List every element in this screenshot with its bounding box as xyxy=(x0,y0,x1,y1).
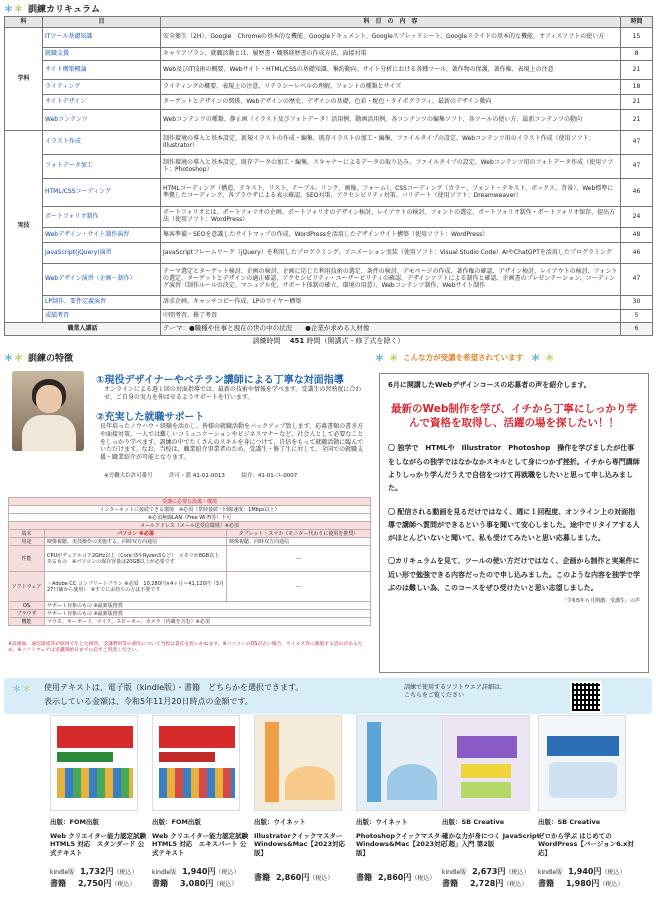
subject-cell: ライティング xyxy=(43,80,161,95)
features-section xyxy=(4,351,368,676)
env-line2: ※必須無線LAN（Free Wi-Fi等）不可 xyxy=(9,514,371,522)
hours-cell: 8 xyxy=(621,48,653,61)
book-publisher: 出版：SB Creative xyxy=(538,818,601,826)
env-line1: インターネットに接続できる環境 ※必須（常時接続・回線速度：1Mbps以上） xyxy=(9,506,371,514)
price-book: 書籍 2,728円（税込） xyxy=(442,879,528,888)
desc-cell: 集客準備・SEOを意識したサイトマップの作成、WordPressを活用したデザインサイト構築（使用ソフト：WordPress） xyxy=(161,228,621,243)
hours-cell: 30 xyxy=(621,296,653,310)
books-band-line1: 使用テキストは、電子版（kindle版）・書籍 どちらかを選択できます。 xyxy=(44,683,304,692)
subject-cell: 成績考査 xyxy=(43,310,161,323)
subject-cell: 就職支援 xyxy=(43,48,161,61)
subject-cell: LP制作、要件定義演習 xyxy=(43,296,161,310)
header-hours: 時間 xyxy=(621,17,653,28)
voice-paragraph: 〇 独学で HTMLや Illustrator Photoshop 操作を学びましたが仕事をしながらの独学ではなかなかスキルとして身につかず挫折。イチから専門講師よりしっかり学んだうえで自信をつけて再就職をしたいと思って申し込みました。 xyxy=(388,444,640,493)
header-ka: 科 xyxy=(5,17,43,28)
table-row xyxy=(5,310,653,323)
env-cell: サポート対象のもの ※最新版推奨 xyxy=(45,602,371,610)
curriculum-heading: ＊＊ 訓練カリキュラム xyxy=(4,2,100,14)
book-title: 確かな力が身につく JavaScript「超」入門 第2版 xyxy=(442,832,540,849)
feature1-title: ①現役デザイナーやベテラン講師による丁寧な対面指導 xyxy=(96,375,344,386)
license-text: ※労働大臣許可番号 許可・派 41-01-0013 紹介：41-01-ユ-0007 xyxy=(104,473,298,479)
env-cell: 映像視聴、同時双方向通信 xyxy=(227,538,371,546)
subject-cell: JavaScript(jQuery)演習 xyxy=(43,243,161,264)
voice-note: 「令和5年６月開講」受講生」の声 xyxy=(561,598,640,605)
price-book: 書籍 2,860円（税込） xyxy=(356,873,436,882)
stars-icon: ＊＊ xyxy=(4,353,25,364)
subject-cell: ポートフォリオ制作 xyxy=(43,207,161,228)
table-row xyxy=(5,228,653,243)
subject-cell: ITツール基礎知識 xyxy=(43,28,161,48)
total-hours: 451 xyxy=(289,336,305,345)
feature2-title: ②充実した就職サポート xyxy=(96,412,205,423)
total-row xyxy=(5,336,653,348)
table-row xyxy=(5,296,653,310)
price-book: 書籍 3,080円（税込） xyxy=(152,879,238,888)
hours-cell: 21 xyxy=(621,110,653,131)
env-label: 性能 xyxy=(9,546,45,572)
subject-cell: フォトデータ加工 xyxy=(43,155,161,179)
price-kindle: kindle版 1,732円（税込） xyxy=(50,867,138,876)
book-card[interactable] xyxy=(538,715,638,862)
table-row xyxy=(5,61,653,80)
header-moku: 目 xyxy=(43,17,161,28)
book-cover xyxy=(356,715,444,811)
price-book: 書籍 2,750円（税込） xyxy=(50,879,136,888)
header-content: 科 目 の 内 容 xyxy=(161,17,621,28)
desc-cell: テーマ選定とターゲット検討、企画の検討、企画に応じた利用技術の選定、条件の検討、デモページの作成、著作権の確認、デザイン検討、レイアウトの検討、フォントの選定、ターゲットとデザインの適正確認、アクセシビリティ・ユーザービリティの確認、デザインソフトによる制作と確認、企画書のプレゼンテーション、コーディング演習（制作ルールの決定、マニュアル化、サポート体制の確立、環境の用意）、Webコンテンツ制作、Webサイト制作 xyxy=(161,264,621,296)
book-publisher: 出版：ウイネット xyxy=(356,818,408,826)
subject-cell: サイト構築概論 xyxy=(43,61,161,80)
book-cover xyxy=(538,715,626,811)
book-title: ゼロから学ぶ はじめての WordPress【バージョン6.x対応】 xyxy=(538,832,634,857)
desc-cell: Webコンテンツの種類、静止画（イラスト及びフォトデータ）活用例、動画活用例、各コンテンツの編集ソフト、各ツールの使い方、最新コンテンツの動向 xyxy=(161,110,621,131)
personnel-hours: 6 xyxy=(621,323,653,336)
book-publisher: 出版：SB Creative xyxy=(442,818,505,826)
stars-icon: ＊＊ xyxy=(4,4,25,15)
stars-icon: ＊ ＊ xyxy=(531,353,556,364)
book-publisher: 出版：FOM出版 xyxy=(152,818,201,826)
desc-cell: 制作環境の導入と基本設定、既存データの加工・編集、スキャナーによるデータの取り込み、ファイルタイプの設定、Webコンテンツ用のフォトデータ作成（使用ソフト：Photoshop） xyxy=(161,155,621,179)
book-card[interactable] xyxy=(152,715,252,862)
desc-cell: 訴求企画、キャッチコピー作成、LPのワイヤー構築 xyxy=(161,296,621,310)
book-publisher: 出版：FOM出版 xyxy=(50,818,99,826)
table-row xyxy=(5,155,653,179)
desc-cell: ライティングの概要、表現上の注意、リテラシーレベルの理解、フォントの種類とサイズ xyxy=(161,80,621,95)
desc-cell: ターゲットとデザインの関係、Webデザインの歴史、デザインの基礎、色彩・配色・タイポグラフィ、最新のデザイン動向 xyxy=(161,95,621,110)
hours-cell: 18 xyxy=(621,80,653,95)
hours-cell: 5 xyxy=(621,310,653,323)
price-kindle: kindle版 2,673円（税込） xyxy=(442,867,530,876)
voice-box xyxy=(379,373,649,673)
book-card[interactable] xyxy=(356,715,456,862)
desc-cell: JavaScriptフレームワーク（jQuery）を利用したプログラミング、アニメーション実装（使用ソフト：Visual Studio Code）AIやChatGPTを活用したプログラミング xyxy=(161,243,621,264)
subject-cell: HTML/CSSコーディング xyxy=(43,179,161,207)
env-label: 用途 xyxy=(9,538,45,546)
env-cell: サポート対象のもの ※最新版推奨 xyxy=(45,610,371,618)
group-gakka: 学科 xyxy=(5,28,43,131)
price-kindle: kindle版 1,940円（税込） xyxy=(152,867,240,876)
hours-cell: 21 xyxy=(621,61,653,80)
personnel-label: 職業人講話 xyxy=(5,323,161,336)
books-band xyxy=(4,678,652,714)
table-row xyxy=(5,48,653,61)
hours-cell: 24 xyxy=(621,207,653,228)
book-cover xyxy=(254,715,342,811)
book-cover xyxy=(50,715,138,811)
hours-cell: 21 xyxy=(621,95,653,110)
hours-cell: 47 xyxy=(621,264,653,296)
env-label: ソフトウェア xyxy=(9,572,45,602)
env-mail: メールアドレス（メール送受信環境）※必須 xyxy=(9,522,371,530)
hours-cell: 46 xyxy=(621,243,653,264)
book-publisher: 出版：ウイネット xyxy=(254,818,306,826)
personnel-desc: テーマ：●職種や仕事と現在の世の中の状況 ●企業が求める人材像 xyxy=(161,323,621,336)
feature1-text: オンラインによる週１回の対面指導では、最新の技術や情報を学べます。受講生の習熟度に合わせ、ご自身の実力を伸ばせるようサポートを行います。 xyxy=(104,386,362,401)
group-jitsugi: 実技 xyxy=(5,131,43,323)
total-suffix: 時間（開講式・修了式を除く） xyxy=(306,336,405,345)
desc-cell: 安全衛生（2H）、Google Chromeの基本的な機能、Googleドキュメント、Googleスプレッドシート、Googleスライドの基本的な機能、オフィスソフトの使い方 xyxy=(161,28,621,48)
hours-cell: 46 xyxy=(621,179,653,207)
voice-paragraph: 〇カリキュラムを見て、ツールの使い方だけではなく、企画から制作と実案件に近い形で勉強できる内容だったので申し込みました。このような内容を独学で学ぶのは難しい為、このコースをぜひ受けたいと思い志望しました。 xyxy=(388,557,640,593)
env-cell: ・Adobe CC コンプリートプラン ※必須 10,280円×4ヶ月＝41,120円（3月27日価から使用） ※すでにお持ちの方は不要です xyxy=(45,572,227,602)
voice-section xyxy=(375,351,652,676)
env-cell: — xyxy=(227,546,371,572)
subject-cell: Webコンテンツ xyxy=(43,110,161,131)
book-cover xyxy=(442,715,530,811)
env-cell: マウス、キーボード、マイク、スピーカー、カメラ（内蔵を含む）※必須 xyxy=(45,618,371,626)
subject-cell: イラスト作成 xyxy=(43,131,161,155)
desc-cell: ポートフォリオとは、ポートフォリオの企画、ポートフォリオのデザイン検討、レイアウトの検討、フォントの選定、ポートフォリオ制作・ポートフォリオ保存、提出方法（使用ソフト：WordPress） xyxy=(161,207,621,228)
table-row xyxy=(5,207,653,228)
env-label: 端末 xyxy=(9,530,45,538)
price-book: 書籍 2,860円（税込） xyxy=(254,873,334,882)
book-card[interactable] xyxy=(442,715,542,862)
env-label: 機能 xyxy=(9,618,45,626)
env-label: OS xyxy=(9,602,45,610)
desc-cell: 中間考査、修了考査 xyxy=(161,310,621,323)
voice-catch: 最新のWeb制作を学び、イチから丁寧にしっかり学んで資格を取得し、活躍の場を探したい！！ xyxy=(391,403,637,430)
hours-cell: 47 xyxy=(621,131,653,155)
book-card[interactable] xyxy=(254,715,354,862)
desc-cell: HTMLコーディング（構造、テキスト、リスト、テーブル、リンク、画像、フォーム）、CSSコーディング（カラー、フォント・テキスト、ボックス、背景）、Web標準に準拠したコーディング、各ブラウザによる表示確認、SEO対策、アクセシビリティ対策、バリデート（使用ソフト：Dreamweaver） xyxy=(161,179,621,207)
qr-code-icon[interactable] xyxy=(570,681,602,713)
curriculum-header-row xyxy=(5,17,653,28)
environment-table xyxy=(8,497,371,626)
subject-cell: Webデザイン・サイト制作演習 xyxy=(43,228,161,243)
book-title: Web クリエイター能力認定試験 HTML5 対応 エキスパート 公式テキスト xyxy=(152,832,249,857)
desc-cell: Web及びIT技術の概要、Webサイト・HTML/CSSの基礎知識、集約動向、サイト分析における各種ツール、著作物の保護、著作権、表現上の注意 xyxy=(161,61,621,80)
table-row xyxy=(5,131,653,155)
desc-cell: 制作環境の導入と基本設定、新規イラストの作成・編集、既存イラストの加工・編集、ファイルタイプの設定、Webコンテンツ用のイラスト作成（使用ソフト：Illustrator） xyxy=(161,131,621,155)
env-pc: パソコン ※必須 xyxy=(45,530,227,538)
desc-cell: キャリアプラン、就職活動とは、履歴書・職務経歴書の作成方法、面接対策 xyxy=(161,48,621,61)
env-tablet: タブレット・スマホ（モニター代わりに使用を推奨） xyxy=(227,530,371,538)
book-title: Photoshopクイックマスター Windows&Mac【2023対応版】 xyxy=(356,832,447,857)
book-cover xyxy=(152,715,240,811)
env-label: ブラウザ xyxy=(9,610,45,618)
book-title: Illustratorクイックマスター Windows&Mac【2023対応版】 xyxy=(254,832,345,857)
qr-note: 訓練で使用するソフトウエア詳細は、 こちらをご覧ください xyxy=(404,684,506,699)
voice-paragraph: 〇 配信される動画を見るだけではなく、週に１回程度、オンライン上の対面指導で講師へ質問ができるという事を聞いて安心しました。途中でリタイアする人がほとんどいないと聞いて、私も受けてみたいと思い応募しました。 xyxy=(388,507,640,543)
env-note: ※設備面、通信環境等が原因で生じた損害、受講費用等の損失について当校は責任を負いかねます。※パソコンのOSが古い場合、ウイルス等に感染する恐れがあるため。※ソフトウェアは受講開始日までに必ずご用意ください。 xyxy=(8,642,363,654)
subject-cell: Webデザイン演習（企画〜制作） xyxy=(43,264,161,296)
stars-icon: ＊ ＊ xyxy=(375,353,400,364)
personnel-row xyxy=(5,323,653,336)
table-row xyxy=(5,264,653,296)
book-title: Web クリエイター能力認定試験 HTML5 対応 スタンダード 公式テキスト xyxy=(50,832,147,857)
hours-cell: 48 xyxy=(621,228,653,243)
table-row xyxy=(5,243,653,264)
stars-icon: ＊＊ xyxy=(12,685,33,695)
table-row xyxy=(5,95,653,110)
book-card[interactable] xyxy=(50,715,150,862)
env-cell: CPUがデュアルコア2GHz以上（Core i3やRyzen3など） メモリが8GB以上あるもの ※パソコンの保存容量は20GB以上が必要です xyxy=(45,546,227,572)
price-book: 書籍 1,980円（税込） xyxy=(538,879,624,888)
books-band-line2: 表示している金額は、令和5年11月20日時点の金額です。 xyxy=(44,697,253,706)
table-row xyxy=(5,110,653,131)
hours-cell: 47 xyxy=(621,155,653,179)
env-heading: 受講に必要な設備・環境 xyxy=(9,498,371,506)
hours-cell: 15 xyxy=(621,28,653,48)
curriculum-table xyxy=(4,16,653,348)
voice-heading: ＊ ＊ こんな方が受講を希望されています ＊ ＊ xyxy=(375,352,556,364)
table-row xyxy=(5,28,653,48)
table-row xyxy=(5,179,653,207)
total-label: 訓練時間 xyxy=(252,336,281,345)
table-row xyxy=(5,80,653,95)
features-heading: ＊＊ 訓練の特徴 xyxy=(4,351,73,363)
instructor-photo xyxy=(12,371,84,451)
price-kindle: kindle版 1,940円（税込） xyxy=(538,867,626,876)
env-cell: 映像視聴、実技操作の実施する。同時双方向通信 xyxy=(45,538,227,546)
env-cell: — xyxy=(227,572,371,602)
subject-cell: サイトデザイン xyxy=(43,95,161,110)
feature2-text: 長年培ったノウハウ・経験を活かし、皆様の就職活動をバックアップ致します。応募書類の書き方や面接対策、一人では難しいコミュニケーションやビジネスマナーなど、社会人として必要なことをしっかり学べます。訓練の中でたくさんのスキルを身につけて、自信をもって就職活動に臨んでいただけます。なお、当校は、職業紹介事業者のため、受講生・修了生に対して、全国での就職支援・職業紹介が可能となります。 xyxy=(100,423,364,462)
voice-title: 6月に開講したWebデザインコースの応募者の声を紹介します。 xyxy=(388,381,591,389)
